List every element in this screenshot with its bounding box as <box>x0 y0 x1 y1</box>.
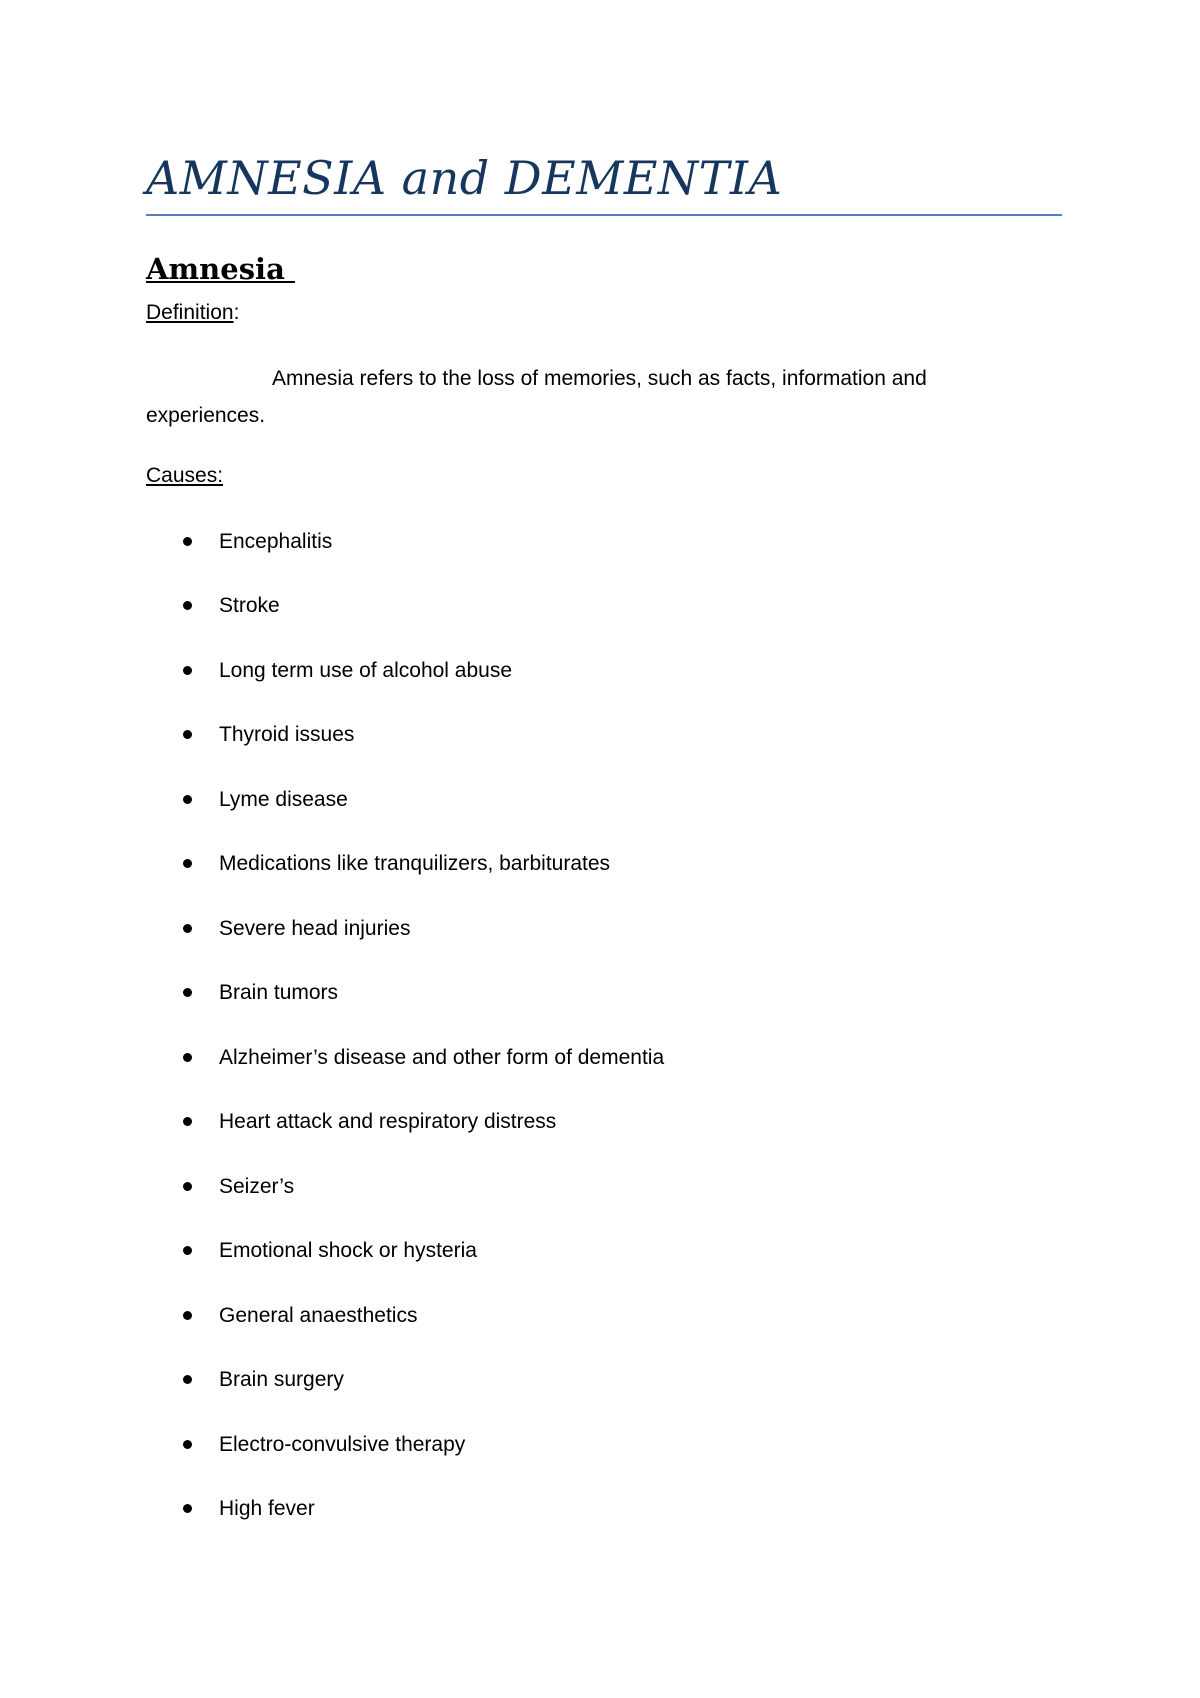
bullet-icon <box>183 1246 192 1255</box>
bullet-icon <box>183 1117 192 1126</box>
list-item-text: Severe head injuries <box>219 917 411 940</box>
bullet-icon <box>183 666 192 675</box>
definition-text: Amnesia refers to the loss of memories, such as facts, information and experiences. <box>146 367 927 427</box>
list-item-text: Lyme disease <box>219 788 348 811</box>
bullet-icon <box>183 537 192 546</box>
list-item-text: Thyroid issues <box>219 723 355 746</box>
list-item-text: Long term use of alcohol abuse <box>219 659 513 682</box>
list-item-text: Alzheimer’s disease and other form of dementia <box>219 1046 665 1069</box>
bullet-icon <box>183 795 192 804</box>
section-heading-amnesia: Amnesia <box>146 252 295 286</box>
document-title: AMNESIA and DEMENTIA <box>146 151 783 205</box>
list-item-text: Emotional shock or hysteria <box>219 1239 477 1262</box>
title-underline-rule <box>146 214 1062 216</box>
list-item-text: Seizer’s <box>219 1175 295 1198</box>
definition-label-text: Definition <box>146 301 234 324</box>
causes-label <box>146 462 223 490</box>
bullet-icon <box>183 988 192 997</box>
bullet-icon <box>183 730 192 739</box>
bullet-icon <box>183 601 192 610</box>
bullet-icon <box>183 1375 192 1384</box>
list-item-text: High fever <box>219 1497 315 1520</box>
bullet-icon <box>183 1440 192 1449</box>
list-item-text: General anaesthetics <box>219 1304 418 1327</box>
list-item-text: Heart attack and respiratory distress <box>219 1110 557 1133</box>
bullet-icon <box>183 1182 192 1191</box>
bullet-icon <box>183 924 192 933</box>
list-item-text: Stroke <box>219 594 280 617</box>
list-item-text: Encephalitis <box>219 530 333 553</box>
list-item-text: Electro-convulsive therapy <box>219 1433 466 1456</box>
bullet-icon <box>183 1053 192 1062</box>
definition-label <box>146 299 239 327</box>
bullet-icon <box>183 1311 192 1320</box>
bullet-icon <box>183 859 192 868</box>
list-item-text: Medications like tranquilizers, barbiturates <box>219 852 611 875</box>
causes-label-text: Causes: <box>146 464 224 487</box>
bullet-icon <box>183 1504 192 1513</box>
definition-label-colon: : <box>233 301 240 324</box>
list-item-text: Brain tumors <box>219 981 339 1004</box>
list-item-text: Brain surgery <box>219 1368 344 1391</box>
